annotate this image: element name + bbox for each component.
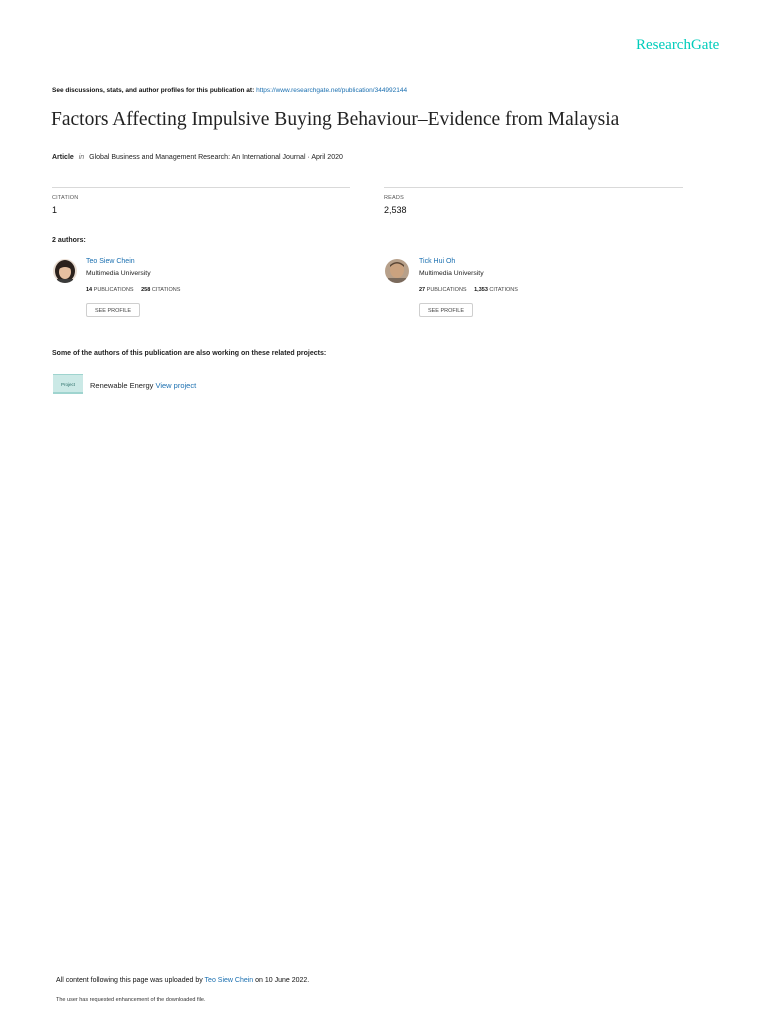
date-separator: · [305, 154, 312, 161]
researchgate-logo[interactable]: ResearchGate [636, 37, 720, 53]
discussion-line [52, 87, 407, 94]
publication-url-link[interactable]: https://www.researchgate.net/publication/344992144 [256, 87, 408, 94]
citation-divider [52, 187, 350, 188]
avatar[interactable] [385, 259, 409, 283]
upload-line [56, 977, 309, 984]
author-photo-icon [385, 259, 409, 283]
project-row [90, 381, 196, 390]
author-institution: Multimedia University [86, 270, 151, 277]
uploader-link[interactable]: Teo Siew Chein [204, 977, 254, 984]
author-stats [419, 287, 518, 293]
avatar[interactable] [53, 259, 77, 283]
citations-count: 1,353 [474, 287, 488, 293]
author-name-link[interactable]: Teo Siew Chein [86, 258, 135, 265]
view-project-link[interactable]: View project [155, 381, 197, 390]
citations-count: 258 [141, 287, 151, 293]
reads-label: READS [384, 195, 404, 201]
journal-name[interactable]: Global Business and Management Research: An International Journal [89, 154, 306, 161]
discussion-text: See discussions, stats, and author profiles for this publication at: [52, 87, 255, 94]
publication-date: April 2020 [311, 154, 343, 161]
publication-type: Article [52, 154, 74, 161]
see-profile-button[interactable]: SEE PROFILE [86, 303, 140, 317]
in-word: in [78, 154, 85, 161]
projects-heading: Some of the authors of this publication are also working on these related projects: [52, 350, 327, 357]
upload-prefix: All content following this page was uploaded by [56, 977, 203, 984]
download-note: The user has requested enhancement of the downloaded file. [56, 997, 206, 1003]
author-stats [86, 287, 180, 293]
publications-label: PUBLICATIONS [93, 287, 134, 293]
publications-count: 27 [419, 287, 426, 293]
citation-value: 1 [52, 205, 58, 215]
authors-heading: 2 authors: [52, 237, 86, 244]
citations-label: CITATIONS [489, 287, 518, 293]
publication-title: Factors Affecting Impulsive Buying Behaviour–Evidence from Malaysia [51, 109, 620, 130]
author-photo-icon [53, 259, 77, 283]
author-institution: Multimedia University [419, 270, 484, 277]
reads-value: 2,538 [384, 205, 407, 215]
publication-meta [52, 154, 343, 161]
author-name-link[interactable]: Tick Hui Oh [419, 258, 456, 265]
upload-suffix: on 10 June 2022. [255, 977, 310, 984]
see-profile-button[interactable]: SEE PROFILE [419, 303, 473, 317]
project-name: Renewable Energy [90, 381, 154, 390]
reads-divider [384, 187, 683, 188]
publications-label: PUBLICATIONS [426, 287, 467, 293]
publications-count: 14 [86, 287, 93, 293]
project-thumbnail[interactable]: Project [53, 374, 83, 394]
citation-label: CITATION [52, 195, 79, 201]
citations-label: CITATIONS [151, 287, 181, 293]
